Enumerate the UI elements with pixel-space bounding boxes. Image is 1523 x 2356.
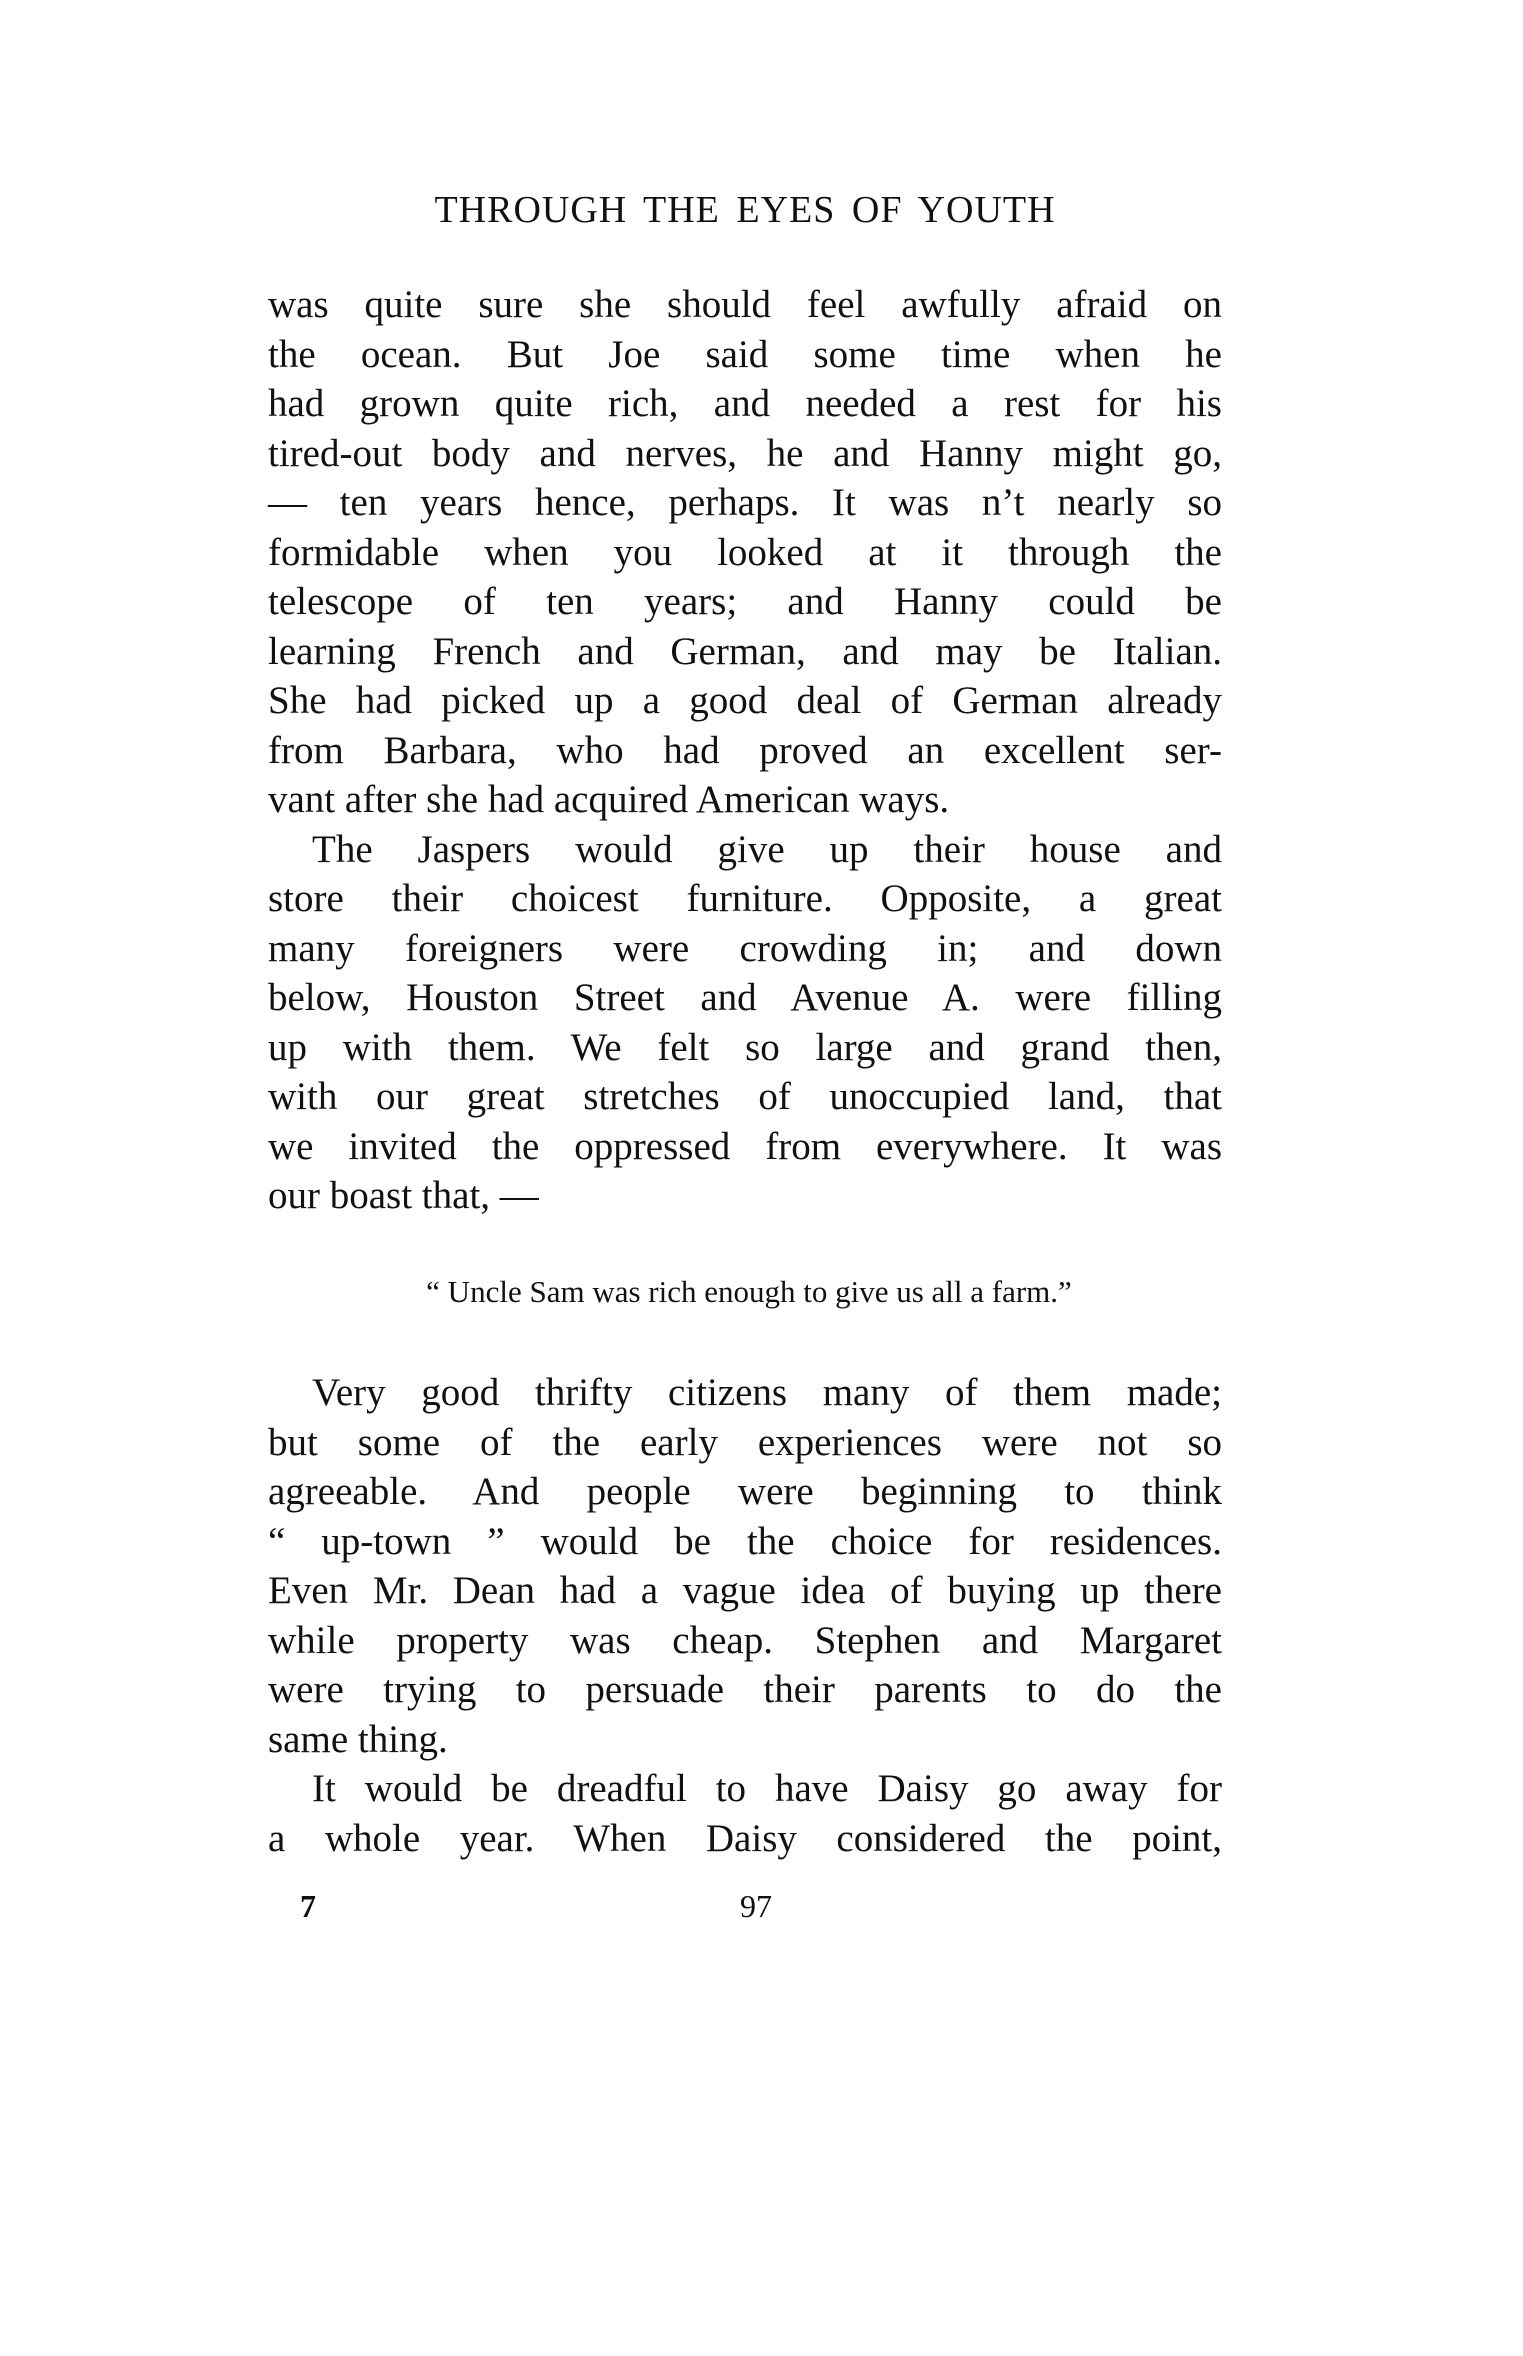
text-line: Very good thrifty citizens many of them made; xyxy=(312,1371,1222,1414)
text-line: telescope of ten years; and Hanny could be xyxy=(268,580,1222,623)
text-line: same thing. xyxy=(268,1717,448,1761)
text-line: learning French and German, and may be Italian. xyxy=(268,629,1222,673)
text-line: had grown quite rich, and needed a rest for his xyxy=(268,382,1222,425)
text-line: a whole year. When Daisy considered the point, xyxy=(268,1816,1222,1860)
text-line: agreeable. And people were beginning to think xyxy=(268,1470,1222,1513)
text-line: — ten years hence, perhaps. It was n’t nearly so xyxy=(268,481,1222,524)
text-line: vant after she had acquired American ways. xyxy=(268,778,950,821)
text-line: from Barbara, who had proved an excellent ser- xyxy=(268,728,1222,772)
text-line: She had picked up a good deal of German already xyxy=(268,679,1222,722)
text-line: “ up-town ” would be the choice for residences. xyxy=(268,1519,1222,1563)
text-line: with our great stretches of unoccupied land, that xyxy=(268,1075,1222,1118)
text-line: up with them. We felt so large and grand then, xyxy=(268,1025,1222,1069)
body-text-part-2 xyxy=(268,1368,1222,1863)
text-line: was quite sure she should feel awfully afraid on xyxy=(268,283,1222,326)
text-line: many foreigners were crowding in; and down xyxy=(268,926,1222,970)
text-line: Even Mr. Dean had a vague idea of buying up there xyxy=(268,1569,1222,1612)
running-header: THROUGH THE EYES OF YOUTH xyxy=(434,189,1056,231)
text-line: formidable when you looked at it through the xyxy=(268,530,1222,574)
text-line: tired-out body and nerves, he and Hanny might go, xyxy=(268,431,1222,475)
text-line: below, Houston Street and Avenue A. were filling xyxy=(268,976,1222,1019)
text-line: store their choicest furniture. Opposite, a great xyxy=(268,877,1222,920)
page-number: 97 xyxy=(740,1888,772,1924)
block-quote: “ Uncle Sam was rich enough to give us all a farm.” xyxy=(426,1274,1072,1309)
text-line: were trying to persuade their parents to do the xyxy=(268,1668,1222,1711)
text-line: the ocean. But Joe said some time when he xyxy=(268,332,1222,376)
text-line: The Jaspers would give up their house and xyxy=(312,827,1222,871)
text-line: It would be dreadful to have Daisy go away for xyxy=(312,1767,1222,1810)
signature-mark: 7 xyxy=(300,1888,316,1924)
text-line: our boast that, — xyxy=(268,1174,539,1217)
text-line: we invited the oppressed from everywhere. It was xyxy=(268,1124,1222,1168)
text-line: but some of the early experiences were not so xyxy=(268,1420,1222,1464)
body-text-part-1 xyxy=(268,280,1222,1221)
text-line: while property was cheap. Stephen and Margaret xyxy=(268,1618,1222,1662)
